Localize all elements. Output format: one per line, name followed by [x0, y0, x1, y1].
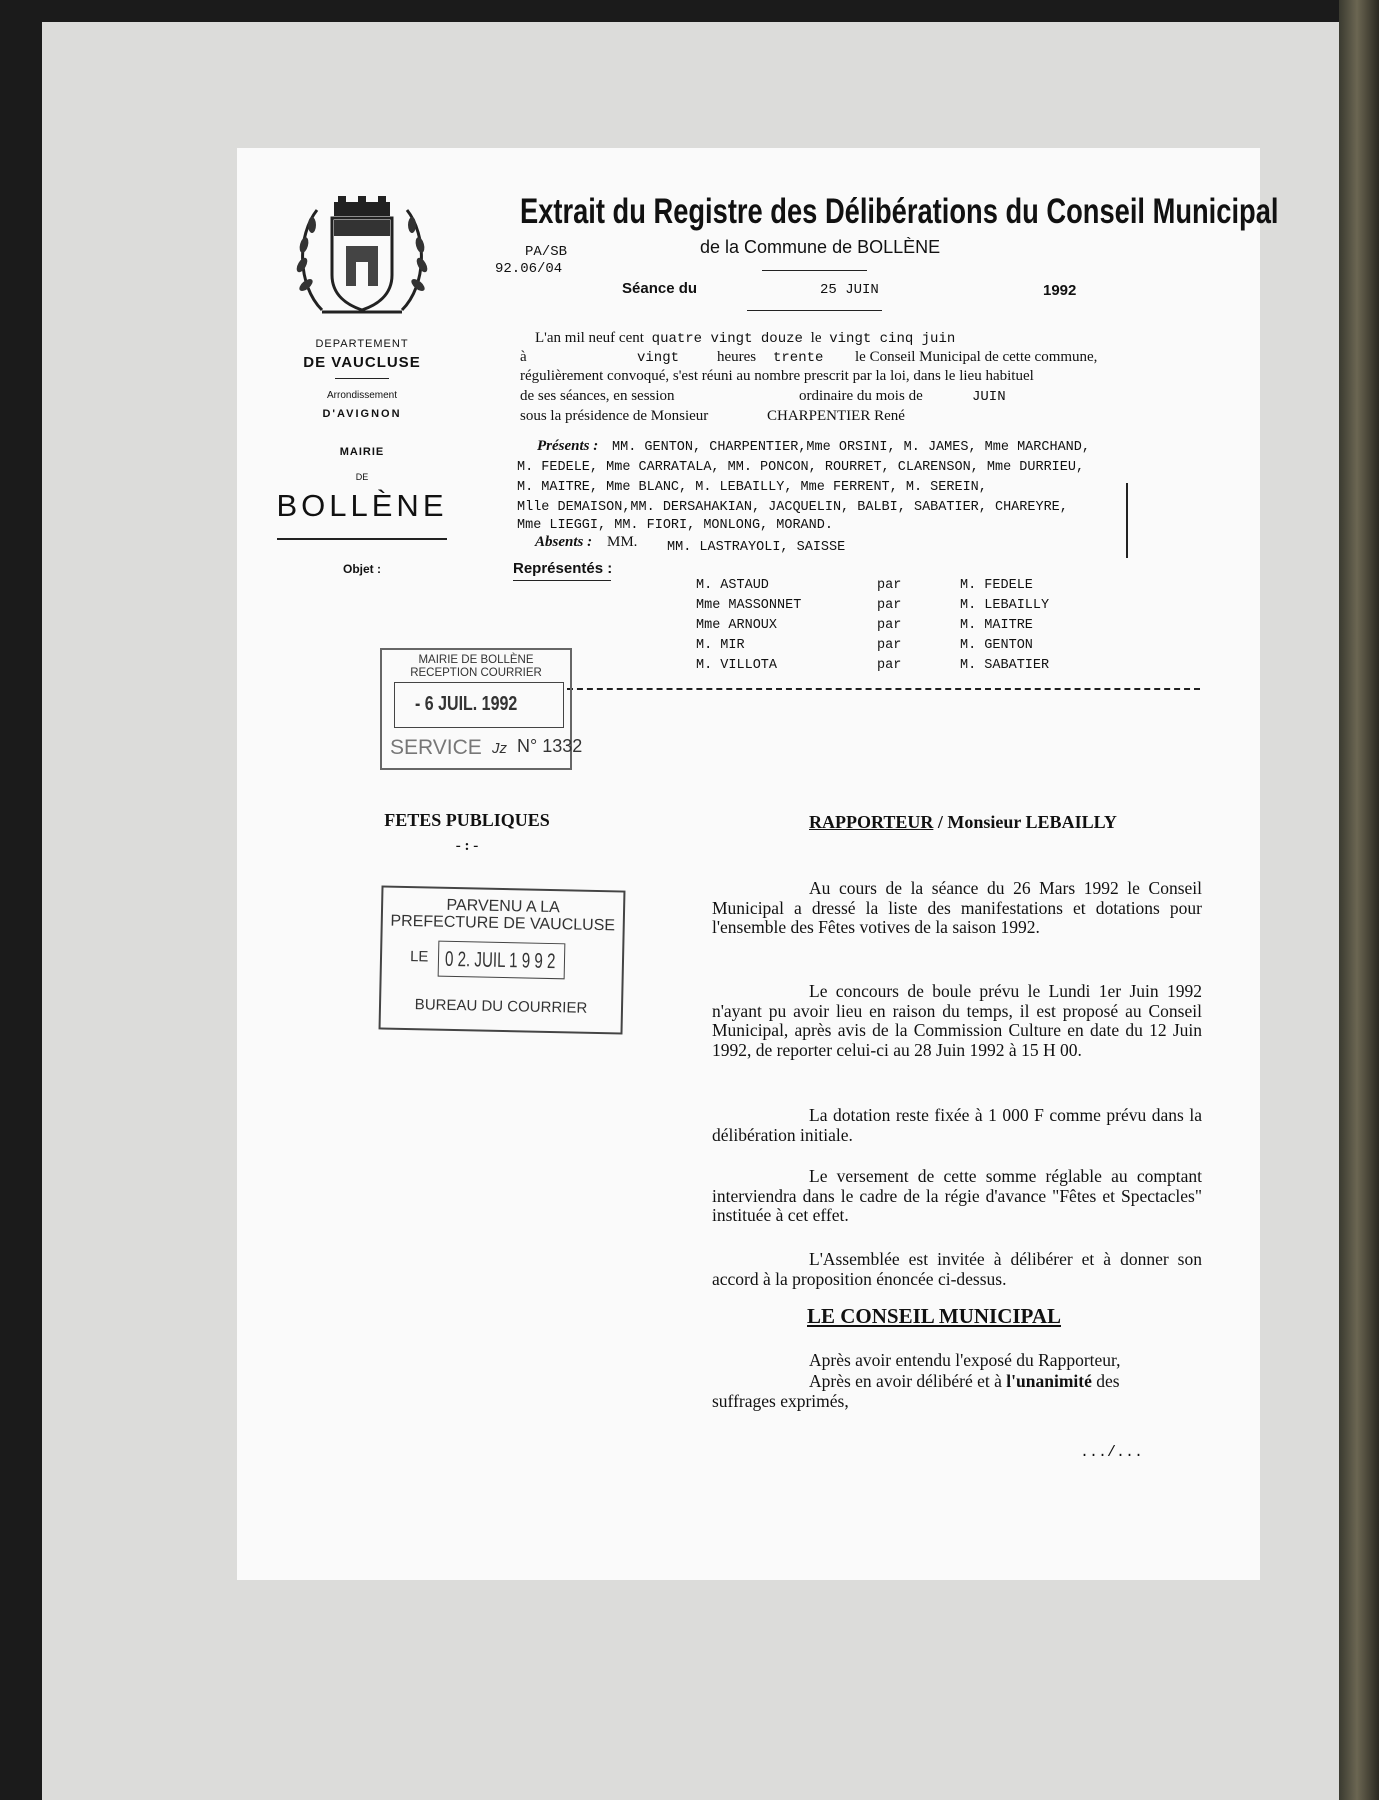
paragraph-3: La dotation reste fixée à 1 000 F comme prévu dans la délibération initiale.	[712, 1105, 1202, 1145]
prefecture-date-box	[438, 941, 566, 980]
presents-line-5: Mme LIEGGI, MM. FIORI, MONLONG, MORAND.	[517, 518, 833, 533]
absents-mm: MM.	[607, 534, 638, 550]
reception-stamp-line1: MAIRIE DE BOLLÈNE	[418, 654, 534, 666]
presents-line-4: Mlle DEMAISON,MM. DERSAHAKIAN, JACQUELIN, BALBI, SABATIER, CHAREYRE,	[517, 500, 1068, 515]
object-title: FETES PUBLIQUES	[384, 810, 550, 830]
presents-line-1: MM. GENTON, CHARPENTIER,Mme ORSINI, M. JAMES, Mme MARCHAND,	[612, 440, 1090, 455]
seance-date: 25 JUIN	[820, 282, 879, 298]
preamble-2e: le Conseil Municipal de cette commune,	[855, 349, 1098, 365]
preamble-line-1	[535, 330, 955, 347]
header-rule-2	[747, 310, 882, 311]
continuation-mark: .../...	[1080, 1444, 1144, 1461]
represented-by: M. LEBAILLY	[960, 598, 1050, 613]
conseil-line-3: suffrages exprimés,	[712, 1391, 849, 1411]
departement-label: DEPARTEMENT	[315, 338, 409, 350]
reception-stamp-line2: RECEPTION COURRIER	[410, 667, 542, 679]
preamble-1d: vingt cinq juin	[829, 331, 956, 347]
preamble-3: régulièrement convoqué, s'est réuni au nombre prescrit par la loi, dans le lieu habituel	[520, 368, 1034, 384]
preamble-2b: vingt	[637, 350, 680, 366]
document-title: Extrait du Registre des Délibérations du Conseil Municipal	[520, 192, 1279, 231]
paragraph-4: Le versement de cette somme réglable au comptant interviendra dans le cadre de la régie d'avance "Fêtes et Spectacles" instituée à cet effet.	[712, 1166, 1202, 1225]
book-binding	[1339, 0, 1379, 1800]
conseil-line-2c: des	[1096, 1371, 1120, 1391]
document-page	[237, 148, 1279, 1580]
represented-name: M. MIR	[696, 638, 745, 653]
preamble-4c: JUIN	[972, 389, 1006, 405]
conseil-title: LE CONSEIL MUNICIPAL	[807, 1304, 1061, 1328]
preamble-5a: sous la présidence de Monsieur	[520, 408, 709, 424]
preamble-5b: CHARPENTIER René	[767, 408, 905, 424]
represented-by: M. FEDELE	[960, 578, 1033, 593]
unanimite: l'unanimité	[1006, 1371, 1092, 1391]
reception-number: N° 1332	[517, 736, 583, 756]
avignon-label: D'AVIGNON	[322, 408, 402, 420]
preamble-4b: ordinaire du mois de	[799, 388, 923, 404]
rapporteur-line	[809, 812, 1117, 833]
prefecture-bureau: BUREAU DU COURRIER	[414, 996, 588, 1017]
conseil-line-1: Après avoir entendu l'exposé du Rapporteur,	[809, 1350, 1121, 1370]
paragraph-2: Le concours de boule prévu le Lundi 1er Juin 1992 n'ayant pu avoir lieu en raison du temps, il est proposé au Conseil Municipal, après avis de la Commission Culture en date du 12 Juin 1992, de reporter celui-ci au 28 Juin 1992 à 15 H 00.	[712, 981, 1202, 1060]
represented-par: par	[877, 658, 902, 673]
left-divider-1	[335, 378, 389, 379]
preamble-2a: à	[520, 349, 527, 365]
representes-label: Représentés :	[513, 560, 613, 577]
objet-label: Objet :	[343, 562, 381, 576]
vaucluse-label: DE VAUCLUSE	[303, 354, 421, 371]
preamble-1a: L'an mil neuf cent	[535, 330, 644, 346]
reception-date-box	[394, 682, 564, 728]
represented-name: Mme ARNOUX	[696, 618, 778, 633]
prefecture-stamp	[379, 885, 626, 1034]
bollene-label: BOLLÈNE	[276, 488, 448, 523]
reception-service: SERVICE	[390, 736, 482, 759]
represented-by: M. GENTON	[960, 638, 1033, 653]
preamble-2c: heures	[717, 349, 757, 365]
reference-line-1: PA/SB	[525, 244, 568, 260]
preamble-2d: trente	[773, 350, 824, 366]
preamble-4a: de ses séances, en session	[520, 388, 675, 404]
represented-par: par	[877, 578, 902, 593]
seance-label: Séance du	[622, 280, 698, 297]
rapporteur-label: RAPPORTEUR	[809, 812, 934, 832]
represented-par: par	[877, 618, 902, 633]
mairie-label: MAIRIE	[339, 446, 385, 458]
absents-value: MM. LASTRAYOLI, SAISSE	[667, 540, 846, 555]
represented-par: par	[877, 638, 902, 653]
represented-name: M. ASTAUD	[696, 578, 769, 593]
represented-by: M. SABATIER	[960, 658, 1050, 673]
seance-year: 1992	[1043, 282, 1077, 299]
reference-line-2: 92.06/04	[495, 261, 563, 277]
header-rule-1	[762, 270, 867, 271]
preamble-1b: quatre vingt douze	[651, 331, 803, 347]
margin-mark	[1126, 483, 1128, 558]
prefecture-le: LE	[409, 948, 429, 966]
prefecture-line1: PARVENU A LA	[446, 896, 560, 917]
coat-of-arms-icon	[292, 190, 432, 330]
conseil-line-2	[809, 1372, 1209, 1392]
representes-underline	[513, 580, 611, 581]
represented-name: M. VILLOTA	[696, 658, 778, 673]
presents-line-3: M. MAITRE, Mme BLANC, M. LEBAILLY, Mme FERRENT, M. SEREIN,	[517, 480, 987, 495]
presents-line-2: M. FEDELE, Mme CARRATALA, MM. PONCON, ROURRET, CLARENSON, Mme DURRIEU,	[517, 460, 1085, 475]
reception-initials: Jz	[492, 740, 507, 757]
bollene-underline	[277, 538, 447, 540]
preamble-1c: le	[810, 330, 822, 346]
prefecture-line2: PREFECTURE DE VAUCLUSE	[390, 912, 616, 935]
commune-label: de la Commune de BOLLÈNE	[700, 237, 941, 257]
conseil-line-2a: Après en avoir délibéré et à	[809, 1371, 1002, 1391]
represented-name: Mme MASSONNET	[696, 598, 802, 613]
paragraph-1: Au cours de la séance du 26 Mars 1992 le Conseil Municipal a dressé la liste des manifestations et dotations pour l'ensemble des Fêtes votives de la saison 1992.	[712, 878, 1202, 937]
de-label: DE	[355, 472, 369, 482]
absents-label: Absents :	[535, 534, 593, 550]
prefecture-date: 0 2. JUIL 1 9 9 2	[444, 947, 556, 974]
reception-date: - 6 JUIL. 1992	[415, 693, 518, 715]
represented-by: M. MAITRE	[960, 618, 1033, 633]
reception-stamp	[380, 648, 583, 770]
represented-par: par	[877, 598, 902, 613]
presents-label: Présents :	[537, 438, 599, 454]
paragraph-5: L'Assemblée est invitée à délibérer et à donner son accord à la proposition énoncée ci-dessus.	[712, 1249, 1202, 1289]
rapporteur-name: / Monsieur LEBAILLY	[933, 812, 1117, 832]
object-dash: - : -	[455, 838, 479, 854]
header-separator	[567, 688, 1200, 690]
arrondissement-label: Arrondissement	[326, 390, 398, 401]
